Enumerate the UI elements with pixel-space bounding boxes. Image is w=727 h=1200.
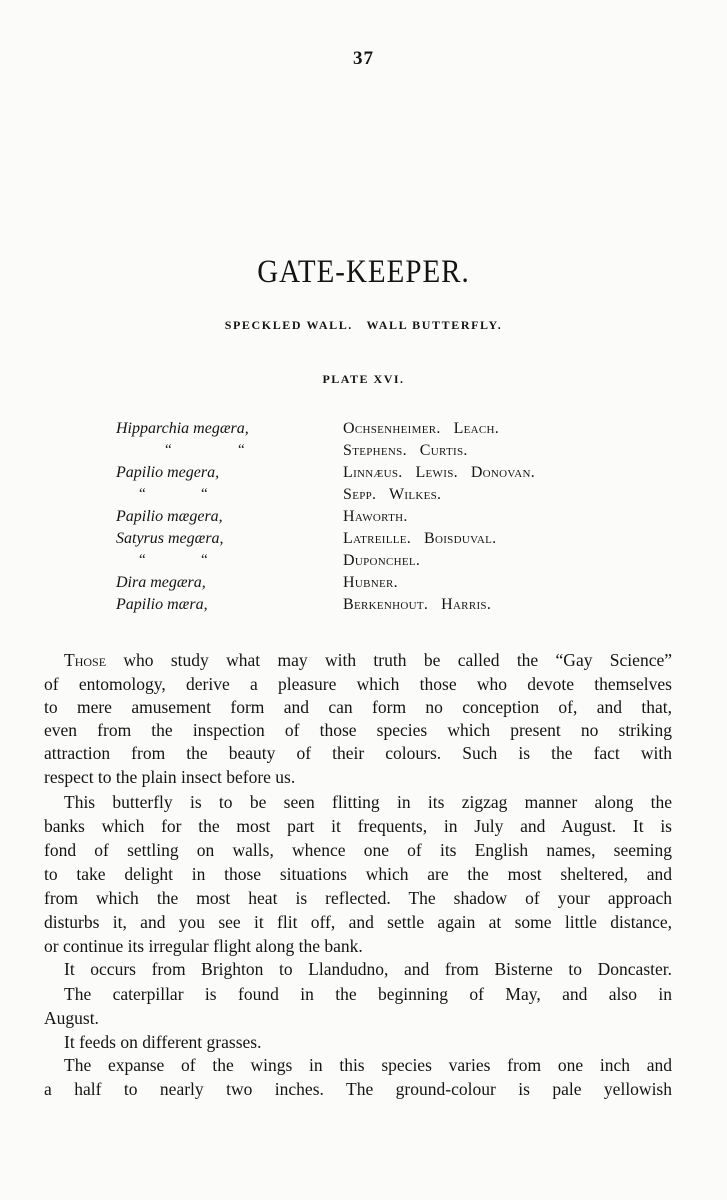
ditto-mark: “ bbox=[238, 442, 245, 458]
text-line: to take delight in those situations which are the most sheltered, and bbox=[44, 864, 672, 884]
ditto-mark: “ bbox=[165, 442, 172, 458]
text-line: from which the most heat is reflected. The shadow of your approach bbox=[44, 888, 672, 908]
text-line: The caterpillar is found in the beginning of May, and also in bbox=[64, 984, 672, 1004]
text-line: disturbs it, and you see it flit off, and settle again at some little distance, bbox=[44, 912, 672, 932]
drop-word: Those bbox=[64, 650, 107, 670]
text-line: August. bbox=[44, 1008, 99, 1028]
text-line: to mere amusement form and can form no conception of, and that, bbox=[44, 697, 672, 717]
text-line: attraction from the beauty of their colours. Such is the fact with bbox=[44, 743, 672, 763]
common-names-subtitle: SPECKLED WALL. WALL BUTTERFLY. bbox=[224, 318, 503, 332]
text-line: This butterfly is to be seen flitting in its zigzag manner along the bbox=[64, 792, 672, 812]
synonym-authors: Duponchel. bbox=[343, 552, 421, 569]
synonym-name: Papilio megera, bbox=[116, 464, 220, 481]
synonym-authors: Sepp. Wilkes. bbox=[343, 486, 442, 503]
synonym-name: Dira megæra, bbox=[116, 574, 206, 591]
text-line: fond of settling on walls, whence one of its English names, seeming bbox=[44, 840, 672, 860]
synonym-name: Hipparchia megæra, bbox=[116, 420, 249, 437]
ditto-mark: “ bbox=[139, 552, 146, 568]
ditto-mark: “ bbox=[139, 486, 146, 502]
text-line: banks which for the most part it frequents, in July and August. It is bbox=[44, 816, 672, 836]
page-title: GATE-KEEPER. bbox=[257, 254, 470, 290]
ditto-mark: “ bbox=[201, 486, 208, 502]
text-line: It feeds on different grasses. bbox=[64, 1032, 262, 1052]
text-line: of entomology, derive a pleasure which those who devote themselves bbox=[44, 674, 672, 694]
text-line: It occurs from Brighton to Llandudno, and from Bisterne to Doncaster. bbox=[64, 959, 672, 979]
text-line: Those who study what may with truth be called the “Gay Science” bbox=[64, 650, 672, 670]
synonym-name: Papilio mægera, bbox=[116, 508, 223, 525]
synonym-name: Satyrus megæra, bbox=[116, 530, 224, 547]
ditto-mark: “ bbox=[201, 552, 208, 568]
synonym-authors: Stephens. Curtis. bbox=[343, 442, 468, 459]
text-line: even from the inspection of those species which present no striking bbox=[44, 720, 672, 740]
synonym-authors: Berkenhout. Harris. bbox=[343, 596, 492, 613]
text-line: a half to nearly two inches. The ground-colour is pale yellowish bbox=[44, 1079, 672, 1099]
synonym-authors: Ochsenheimer. Leach. bbox=[343, 420, 500, 437]
synonym-name: Papilio mæra, bbox=[116, 596, 208, 613]
page-number: 37 bbox=[353, 48, 374, 69]
text-line: or continue its irregular flight along the bank. bbox=[44, 936, 363, 956]
synonym-authors: Linnæus. Lewis. Donovan. bbox=[343, 464, 536, 481]
synonym-authors: Haworth. bbox=[343, 508, 408, 525]
plate-label: PLATE XVI. bbox=[322, 372, 405, 386]
synonym-authors: Hubner. bbox=[343, 574, 398, 591]
text-line: respect to the plain insect before us. bbox=[44, 767, 296, 787]
text-line: The expanse of the wings in this species varies from one inch and bbox=[64, 1055, 672, 1075]
synonym-authors: Latreille. Boisduval. bbox=[343, 530, 497, 547]
